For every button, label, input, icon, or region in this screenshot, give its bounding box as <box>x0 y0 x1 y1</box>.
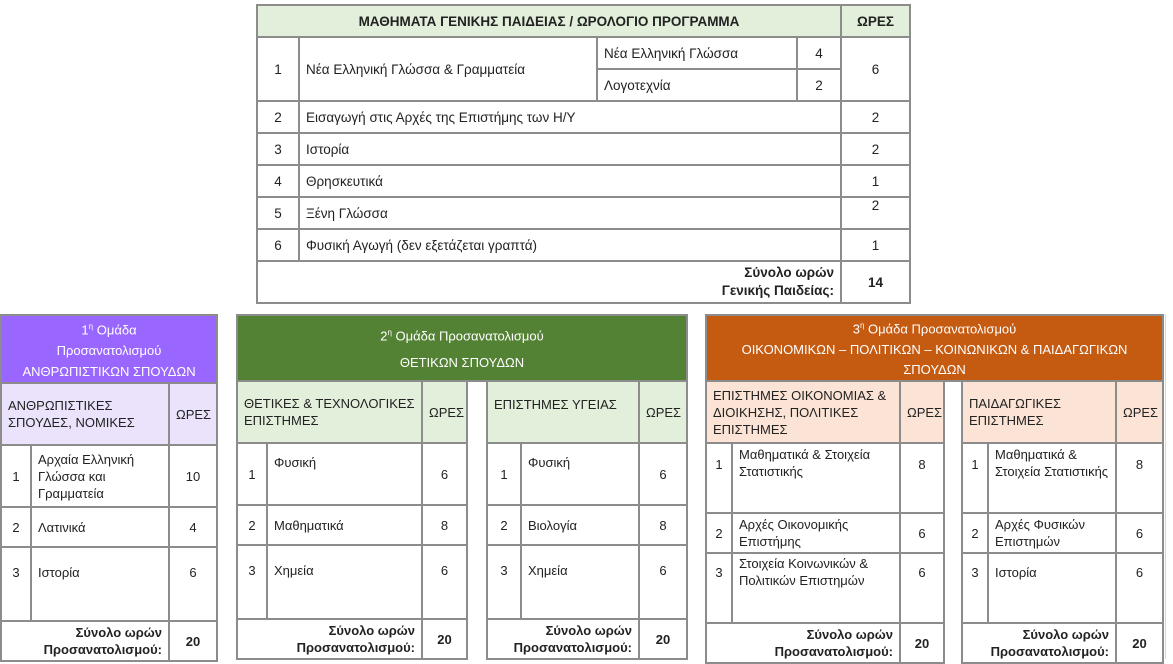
table-row <box>237 505 687 545</box>
group-word: Ομάδα Προσανατολισμού <box>391 328 544 344</box>
row-subject: Μαθηματικά & Στοιχεία Στατιστικής <box>988 443 1116 513</box>
group1-total-row <box>1 621 217 661</box>
row-number: 3 <box>962 553 988 623</box>
row-number: 3 <box>237 545 267 619</box>
row-number: 1 <box>487 443 521 505</box>
row-number: 3 <box>487 545 521 619</box>
row-subject: Φυσική Αγωγή (δεν εξετάζεται γραπτά) <box>299 229 841 261</box>
row-subject: Βιολογία <box>521 505 639 545</box>
column-gap <box>944 381 962 663</box>
group2-table <box>236 314 688 660</box>
total-label-line1: Σύνολο ωρών <box>744 265 834 280</box>
table-row <box>1 547 217 621</box>
total-value: 20 <box>1116 623 1163 663</box>
table-row <box>706 553 1163 623</box>
row-subject: Ιστορία <box>31 547 169 621</box>
total-label-line1: Σύνολο ωρών <box>1022 627 1109 642</box>
row-subject: Μαθηματικά & Στοιχεία Στατιστικής <box>732 443 900 513</box>
row-number: 1 <box>706 443 732 513</box>
row-hours: 1 <box>841 165 910 197</box>
sub-header-name: ΘΕΤΙΚΕΣ & ΤΕΧΝΟΛΟΓΙΚΕΣ ΕΠΙΣΤΗΜΕΣ <box>237 381 422 443</box>
row-hours: 8 <box>422 505 467 545</box>
row-subject: Ιστορία <box>988 553 1116 623</box>
sub-header-hours: ΩΡΕΣ <box>1116 381 1163 443</box>
sub-header-hours: ΩΡΕΣ <box>422 381 467 443</box>
row-subject: Μαθηματικά <box>267 505 422 545</box>
group-number: 2 <box>380 328 388 344</box>
sub-header-hours: ΩΡΕΣ <box>169 383 217 445</box>
table-row <box>257 197 910 229</box>
row-hours: 8 <box>1116 443 1163 513</box>
general-total-row <box>257 261 910 303</box>
row-subject: Χημεία <box>521 545 639 619</box>
table-row <box>237 545 687 619</box>
sub-header-hours: ΩΡΕΣ <box>900 381 944 443</box>
group-orientation: Προσανατολισμού <box>56 343 162 359</box>
table-row <box>257 229 910 261</box>
total-label-line2: Προσανατολισμού: <box>296 640 415 655</box>
row-number: 5 <box>257 197 299 229</box>
group-name: ΘΕΤΙΚΩΝ ΣΠΟΥΔΩΝ <box>399 354 525 370</box>
row-subject: Φυσική <box>521 443 639 505</box>
group2-total-row <box>237 619 687 659</box>
row-hours: 2 <box>841 133 910 165</box>
row-number: 2 <box>487 505 521 545</box>
row-number: 3 <box>1 547 31 621</box>
general-header-hours: ΩΡΕΣ <box>841 5 910 37</box>
table-row <box>257 133 910 165</box>
total-label-line2: Προσανατολισμού: <box>513 640 632 655</box>
row-hours: 4 <box>169 507 217 547</box>
row-number: 4 <box>257 165 299 197</box>
total-label <box>487 619 639 659</box>
row-number: 1 <box>237 443 267 505</box>
row-subject: Ξένη Γλώσσα <box>299 197 841 229</box>
table-row <box>257 165 910 197</box>
row-number: 1 <box>257 37 299 101</box>
row-hours: 6 <box>900 513 944 553</box>
row-hours: 6 <box>639 545 687 619</box>
general-total-value: 14 <box>841 261 910 303</box>
group1-sub-header <box>1 383 217 445</box>
row-hours: 6 <box>169 547 217 621</box>
row-part-name: Λογοτεχνία <box>597 69 797 101</box>
general-education-table <box>256 4 911 304</box>
group3-sub-header <box>706 381 1163 443</box>
group2-title <box>237 315 687 381</box>
row-number: 2 <box>962 513 988 553</box>
sub-header-name: ΑΝΘΡΩΠΙΣΤΙΚΕΣ ΣΠΟΥΔΕΣ, ΝΟΜΙΚΕΣ <box>1 383 169 445</box>
row-hours: 6 <box>422 443 467 505</box>
group-name: ΟΙΚΟΝΟΜΙΚΩΝ – ΠΟΛΙΤΙΚΩΝ – ΚΟΙΝΩΝΙΚΩΝ & ΠΑΙΔΑΓΩΓΙΚΩΝ ΣΠΟΥΔΩΝ <box>741 341 1128 377</box>
row-subject: Νέα Ελληνική Γλώσσα & Γραμματεία <box>299 37 597 101</box>
general-header-row <box>257 5 910 37</box>
group-word: Ομάδα <box>93 322 137 338</box>
total-value: 20 <box>639 619 687 659</box>
total-label <box>706 623 900 663</box>
group2-title-row <box>237 315 687 381</box>
total-label <box>237 619 422 659</box>
row-hours: 10 <box>169 445 217 507</box>
column-gap <box>467 381 487 659</box>
general-header-title: ΜΑΘΗΜΑΤΑ ΓΕΝΙΚΗΣ ΠΑΙΔΕΙΑΣ / ΩΡΟΛΟΓΙΟ ΠΡΟΓΡΑΜΜΑ <box>257 5 841 37</box>
row-subject: Στοιχεία Κοινωνικών & Πολιτικών Επιστημών <box>732 553 900 623</box>
row-number: 6 <box>257 229 299 261</box>
row-subject: Εισαγωγή στις Αρχές της Επιστήμης των Η/Υ <box>299 101 841 133</box>
row-hours: 2 <box>841 101 910 133</box>
row-subject: Φυσική <box>267 443 422 505</box>
row-subject: Χημεία <box>267 545 422 619</box>
row-part-name: Νέα Ελληνική Γλώσσα <box>597 37 797 69</box>
row-subject: Αρχές Φυσικών Επιστημών <box>988 513 1116 553</box>
sub-header-name: ΕΠΙΣΤΗΜΕΣ ΥΓΕΙΑΣ <box>487 381 639 443</box>
group3-total-row <box>706 623 1163 663</box>
row-subject: Λατινικά <box>31 507 169 547</box>
group3-table <box>705 314 1164 664</box>
total-label-line1: Σύνολο ωρών <box>806 627 893 642</box>
total-value: 20 <box>900 623 944 663</box>
group-ordinal: η <box>859 321 865 331</box>
total-label-line2: Προσανατολισμού: <box>990 644 1109 659</box>
general-total-label <box>257 261 841 303</box>
table-row <box>706 443 1163 513</box>
row-hours: 6 <box>1116 513 1163 553</box>
row-number: 2 <box>237 505 267 545</box>
total-value: 20 <box>169 621 217 661</box>
total-value: 20 <box>422 619 467 659</box>
row-number: 3 <box>257 133 299 165</box>
total-label-line1: Σύνολο ωρών <box>75 625 162 641</box>
row-hours: 6 <box>422 545 467 619</box>
group-number: 3 <box>852 321 860 337</box>
table-row <box>237 443 687 505</box>
row-number: 1 <box>1 445 31 507</box>
group-name: ΑΝΘΡΩΠΙΣΤΙΚΩΝ ΣΠΟΥΔΩΝ <box>22 364 196 380</box>
total-label-line1: Σύνολο ωρών <box>328 623 415 638</box>
row-number: 2 <box>706 513 732 553</box>
sub-header-hours: ΩΡΕΣ <box>639 381 687 443</box>
total-label-line2: Προσανατολισμού: <box>43 642 162 658</box>
group1-title-row <box>1 315 217 383</box>
group1-table <box>0 314 218 662</box>
group-ordinal: η <box>387 328 392 338</box>
row-subject: Αρχές Οικονομικής Επιστήμης <box>732 513 900 553</box>
total-label-line1: Σύνολο ωρών <box>545 623 632 638</box>
row-subject: Θρησκευτικά <box>299 165 841 197</box>
group1-title <box>1 315 217 383</box>
row-hours: 8 <box>900 443 944 513</box>
row-number: 1 <box>962 443 988 513</box>
row-hours: 1 <box>841 229 910 261</box>
row-hours-total: 6 <box>841 37 910 101</box>
sub-header-name: ΕΠΙΣΤΗΜΕΣ ΟΙΚΟΝΟΜΙΑΣ & ΔΙΟΙΚΗΣΗΣ, ΠΟΛΙΤΙΚΕΣ ΕΠΙΣΤΗΜΕΣ <box>706 381 900 443</box>
group2-sub-header <box>237 381 687 443</box>
row-subject: Ιστορία <box>299 133 841 165</box>
page-edge-divider <box>1165 314 1166 659</box>
table-row <box>706 513 1163 553</box>
group-number: 1 <box>81 322 89 338</box>
row-part-hours: 4 <box>797 37 841 69</box>
table-row <box>1 507 217 547</box>
table-row <box>1 445 217 507</box>
row-number: 3 <box>706 553 732 623</box>
row-hours: 6 <box>900 553 944 623</box>
total-label-line2: Προσανατολισμού: <box>774 644 893 659</box>
row-hours: 6 <box>1116 553 1163 623</box>
row-number: 2 <box>1 507 31 547</box>
total-label <box>962 623 1116 663</box>
row-part-hours: 2 <box>797 69 841 101</box>
sub-header-name: ΠΑΙΔΑΓΩΓΙΚΕΣ ΕΠΙΣΤΗΜΕΣ <box>962 381 1116 443</box>
group-word: Ομάδα Προσανατολισμού <box>864 321 1017 337</box>
row-subject: Αρχαία Ελληνική Γλώσσα και Γραμματεία <box>31 445 169 507</box>
total-label <box>1 621 169 661</box>
row-hours: 6 <box>639 443 687 505</box>
group3-title-row <box>706 315 1163 381</box>
group3-title <box>706 315 1163 381</box>
table-row <box>257 101 910 133</box>
row-hours: 8 <box>639 505 687 545</box>
table-row <box>257 37 910 69</box>
group-ordinal: η <box>88 322 94 331</box>
total-label-line2: Γενικής Παιδείας: <box>721 283 834 298</box>
row-hours: 2 <box>841 197 910 229</box>
row-number: 2 <box>257 101 299 133</box>
